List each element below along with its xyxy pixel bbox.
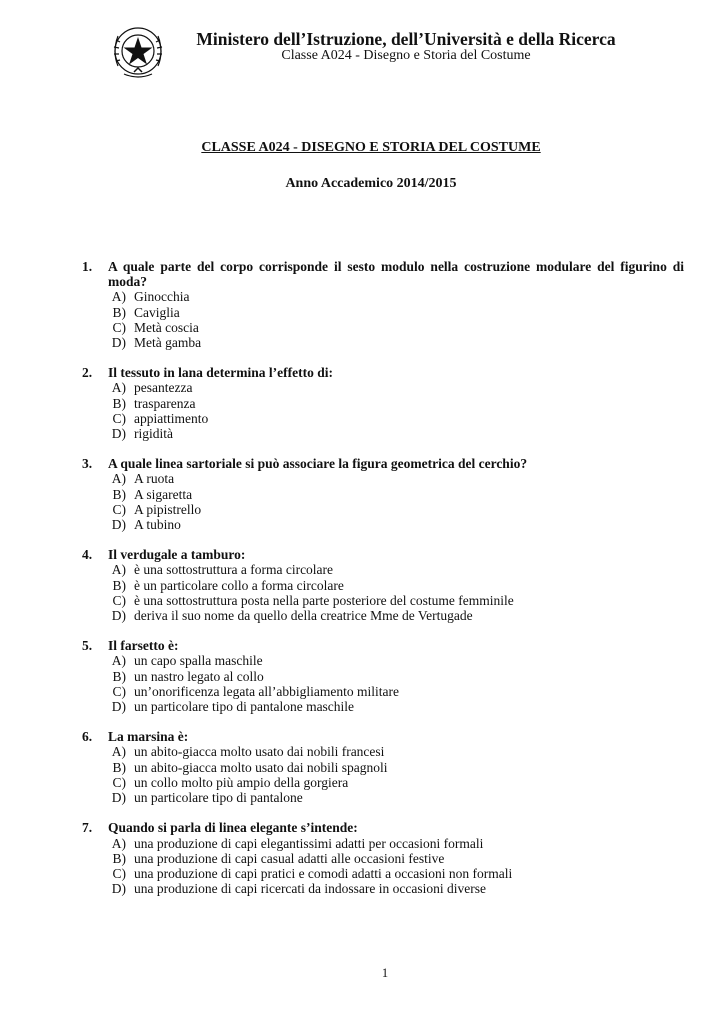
answer-option	[82, 608, 684, 623]
question-stem	[82, 547, 684, 562]
option-text: pesantezza	[134, 380, 193, 396]
answer-option	[82, 775, 684, 790]
question-item	[82, 259, 684, 350]
answer-option	[82, 487, 684, 502]
option-text: A sigaretta	[134, 486, 193, 502]
answer-option	[82, 851, 684, 866]
answer-options	[82, 471, 684, 532]
exam-title: CLASSE A024 - DISEGNO E STORIA DEL COSTUME	[201, 140, 541, 155]
question-item	[82, 729, 684, 805]
answer-option	[82, 471, 684, 486]
question-list	[82, 259, 684, 911]
answer-option	[82, 578, 684, 593]
option-text: una produzione di capi ricercati da indossare in occasioni diverse	[134, 881, 486, 897]
option-letter: B)	[112, 668, 126, 684]
option-text: Metà coscia	[134, 319, 199, 335]
option-letter: A)	[111, 289, 126, 305]
class-subtitle: Classe A024 - Disegno e Storia del Costume	[281, 48, 531, 63]
answer-option	[82, 562, 684, 577]
option-text: una produzione di capi casual adatti alle occasioni festive	[134, 850, 445, 866]
answer-options	[82, 380, 684, 441]
answer-options	[82, 836, 684, 897]
answer-option	[82, 411, 684, 426]
question-text: Il verdugale a tamburo:	[108, 547, 246, 563]
option-letter: C)	[112, 319, 126, 335]
option-text: A pipistrello	[134, 501, 202, 517]
option-letter: C)	[112, 501, 126, 517]
option-text: una produzione di capi elegantissimi adatti per occasioni formali	[134, 835, 484, 851]
question-stem	[82, 638, 684, 653]
option-letter: D)	[111, 699, 126, 715]
option-text: un collo molto più ampio della gorgiera	[134, 774, 349, 790]
option-text: un abito-giacca molto usato dai nobili spagnoli	[134, 759, 388, 775]
option-text: un’onorificenza legata all’abbigliamento militare	[134, 683, 400, 699]
answer-option	[82, 684, 684, 699]
answer-options	[82, 562, 684, 623]
answer-options	[82, 744, 684, 805]
question-item	[82, 638, 684, 714]
option-text: un particolare tipo di pantalone	[134, 790, 303, 806]
question-number: 5.	[82, 638, 93, 654]
question-stem	[82, 456, 684, 471]
question-text: La marsina è:	[108, 729, 189, 745]
question-stem	[82, 729, 684, 744]
question-number: 6.	[82, 729, 93, 745]
option-text: appiattimento	[134, 410, 209, 426]
answer-options	[82, 289, 684, 350]
question-text: A quale parte del corpo corrisponde il sesto modulo nella costruzione modulare del figurino di moda?	[108, 259, 684, 290]
option-text: è una sottostruttura posta nella parte posteriore del costume femminile	[134, 592, 514, 608]
option-text: una produzione di capi pratici e comodi adatti a occasioni non formali	[134, 865, 513, 881]
option-text: è una sottostruttura a forma circolare	[134, 562, 334, 578]
option-text: rigidità	[134, 426, 173, 442]
question-text: Il farsetto è:	[108, 638, 179, 654]
answer-option	[82, 881, 684, 896]
option-letter: D)	[111, 426, 126, 442]
question-number: 3.	[82, 456, 93, 472]
answer-option	[82, 320, 684, 335]
option-text: un capo spalla maschile	[134, 653, 263, 669]
answer-option	[82, 699, 684, 714]
answer-option	[82, 760, 684, 775]
question-text: Quando si parla di linea elegante s’intende:	[108, 820, 358, 836]
answer-option	[82, 426, 684, 441]
answer-option	[82, 669, 684, 684]
answer-option	[82, 502, 684, 517]
option-letter: B)	[112, 759, 126, 775]
option-letter: D)	[111, 881, 126, 897]
answer-options	[82, 653, 684, 714]
option-text: Ginocchia	[134, 289, 190, 305]
option-letter: C)	[112, 410, 126, 426]
option-letter: A)	[111, 653, 126, 669]
option-text: un abito-giacca molto usato dai nobili francesi	[134, 744, 385, 760]
option-text: è un particolare collo a forma circolare	[134, 577, 344, 593]
option-text: Caviglia	[134, 304, 180, 320]
answer-option	[82, 335, 684, 350]
option-text: un particolare tipo di pantalone maschile	[134, 699, 355, 715]
option-letter: C)	[112, 592, 126, 608]
option-text: trasparenza	[134, 395, 196, 411]
option-letter: B)	[112, 850, 126, 866]
ministry-name: Ministero dell’Istruzione, dell’Università e della Ricerca	[196, 29, 616, 49]
option-letter: A)	[111, 835, 126, 851]
option-letter: C)	[112, 683, 126, 699]
option-text: deriva il suo nome da quello della creatrice Mme de Vertugade	[134, 608, 473, 624]
academic-year: Anno Accademico 2014/2015	[285, 176, 457, 191]
question-number: 4.	[82, 547, 93, 563]
option-letter: A)	[111, 380, 126, 396]
option-letter: B)	[112, 395, 126, 411]
option-letter: A)	[111, 471, 126, 487]
answer-option	[82, 396, 684, 411]
answer-option	[82, 593, 684, 608]
question-stem	[82, 365, 684, 380]
answer-option	[82, 653, 684, 668]
option-letter: A)	[111, 562, 126, 578]
option-letter: B)	[112, 304, 126, 320]
question-item	[82, 365, 684, 441]
option-letter: B)	[112, 486, 126, 502]
option-letter: D)	[111, 517, 126, 533]
answer-option	[82, 790, 684, 805]
question-text: Il tessuto in lana determina l’effetto di:	[108, 365, 333, 381]
option-letter: C)	[112, 865, 126, 881]
answer-option	[82, 305, 684, 320]
option-letter: C)	[112, 774, 126, 790]
answer-option	[82, 744, 684, 759]
option-letter: A)	[111, 744, 126, 760]
answer-option	[82, 289, 684, 304]
option-letter: D)	[111, 790, 126, 806]
answer-option	[82, 866, 684, 881]
question-stem	[82, 820, 684, 835]
option-text: Metà gamba	[134, 335, 202, 351]
question-number: 7.	[82, 820, 93, 836]
question-item	[82, 820, 684, 896]
question-stem	[82, 259, 684, 289]
question-text: A quale linea sartoriale si può associare la figura geometrica del cerchio?	[108, 456, 528, 472]
question-number: 2.	[82, 365, 93, 381]
answer-option	[82, 836, 684, 851]
option-text: A ruota	[134, 471, 175, 487]
answer-option	[82, 380, 684, 395]
option-text: un nastro legato al collo	[134, 668, 264, 684]
answer-option	[82, 517, 684, 532]
question-item	[82, 547, 684, 623]
page-number: 1	[381, 966, 389, 980]
option-text: A tubino	[134, 517, 181, 533]
option-letter: B)	[112, 577, 126, 593]
option-letter: D)	[111, 608, 126, 624]
republic-emblem-icon	[110, 22, 166, 82]
question-number: 1.	[82, 259, 93, 274]
option-letter: D)	[111, 335, 126, 351]
question-item	[82, 456, 684, 532]
